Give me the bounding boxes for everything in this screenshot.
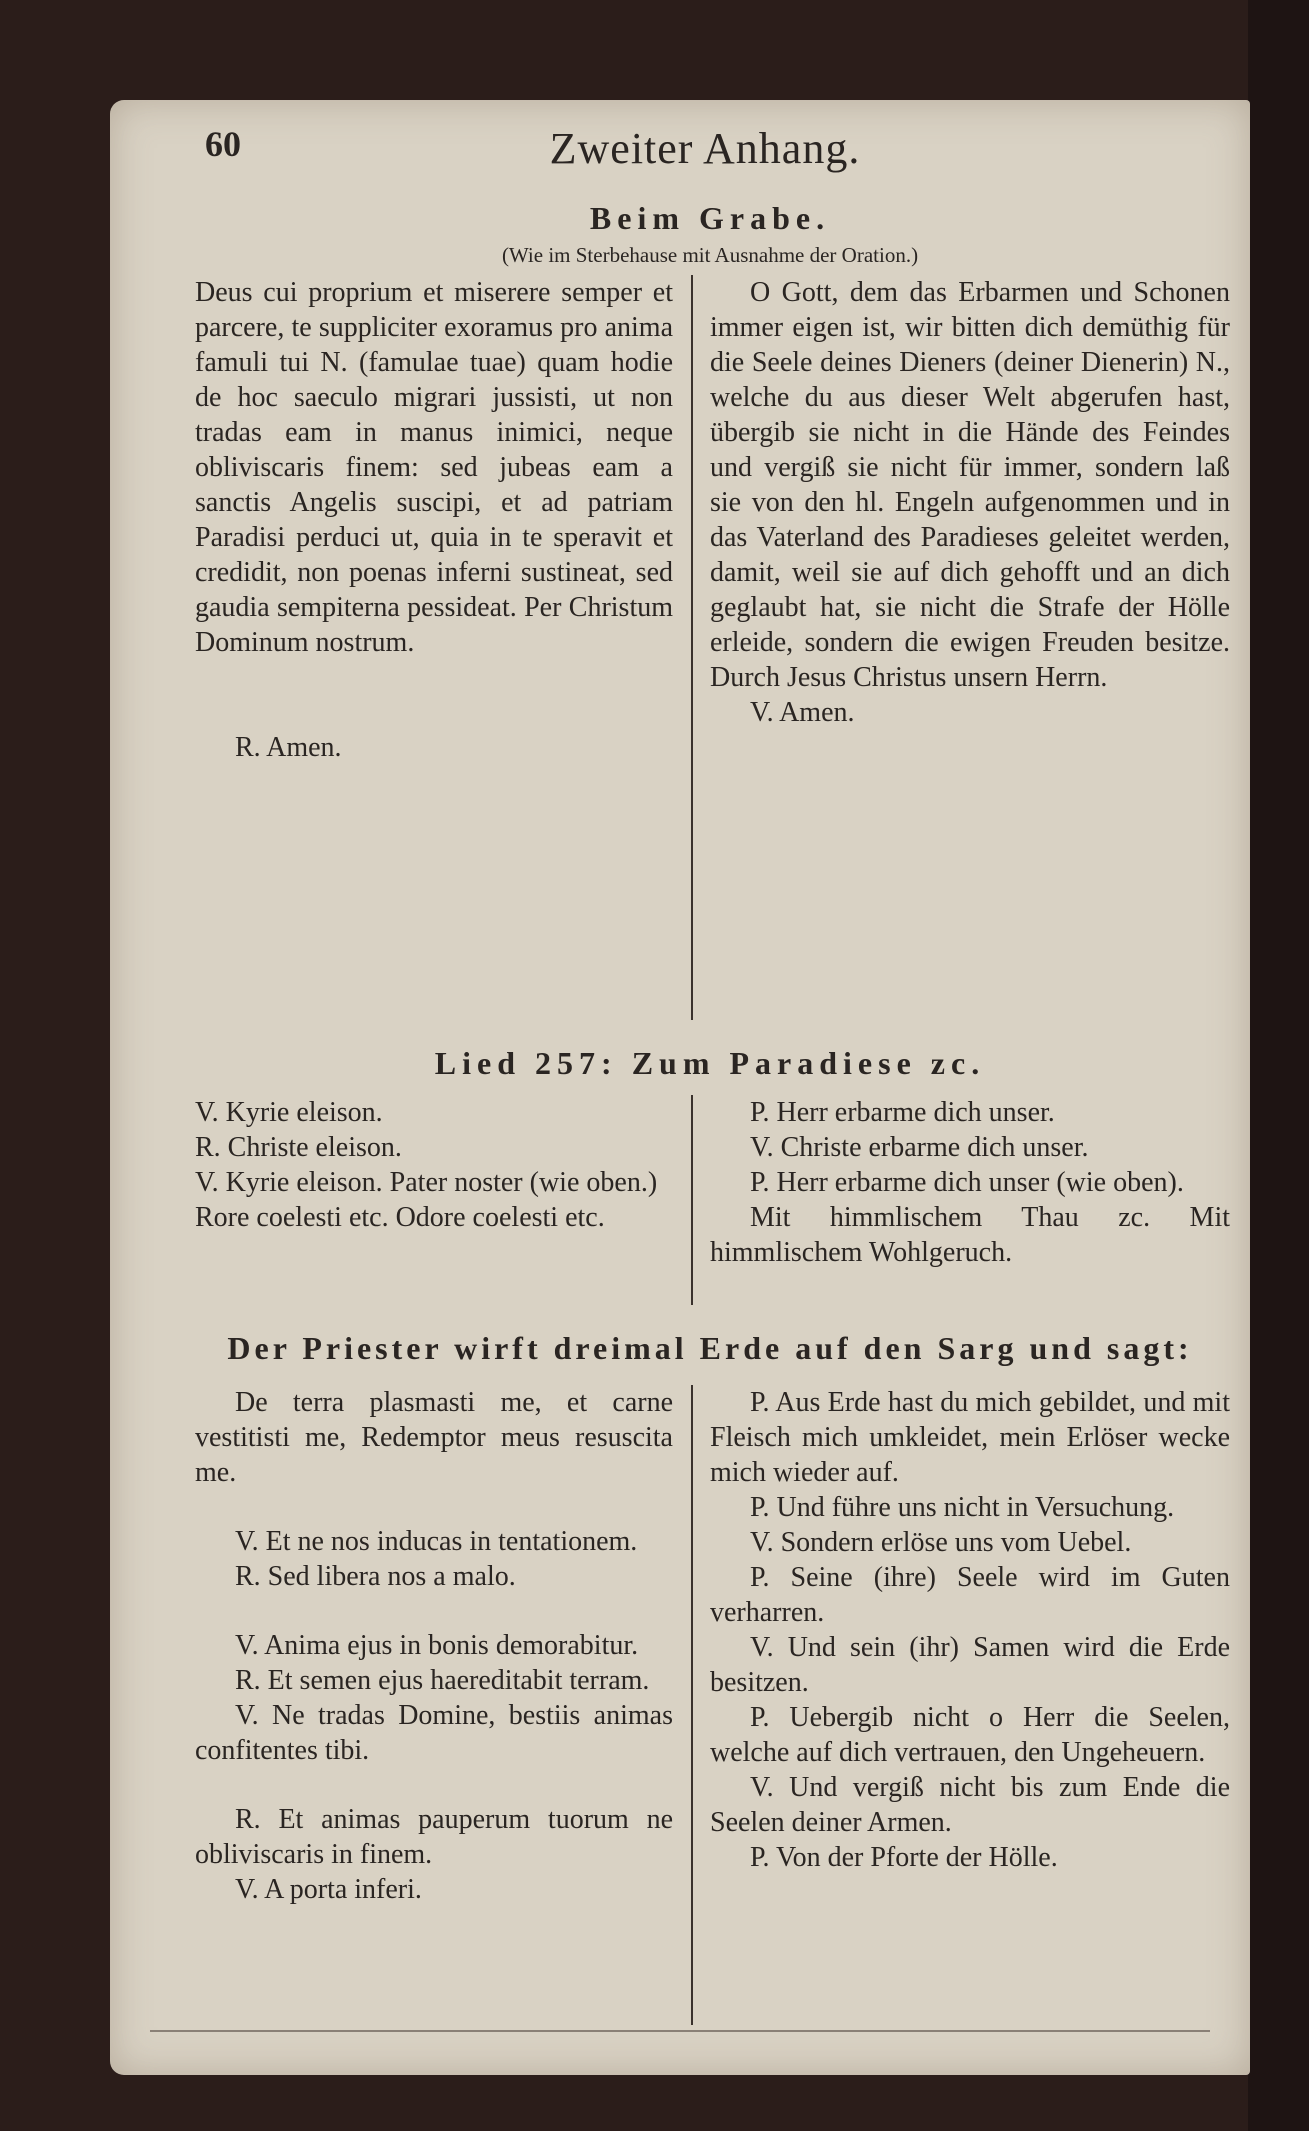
book-page: [110, 100, 1250, 2075]
latin-line: De terra plasmasti me, et carne vestitisti me, Redemptor meus resuscita me.: [195, 1387, 673, 1488]
running-title: Zweiter Anhang.: [549, 124, 861, 173]
german-line: V. Christe erbarme dich unser.: [750, 1132, 1089, 1163]
bottom-rule: [150, 2030, 1210, 2032]
latin-line: R. Et semen ejus haereditabit terram.: [235, 1665, 650, 1696]
german-line: P. Aus Erde hast du mich gebildet, und mit Fleisch mich umkleidet, mein Erlöser wecke mich wieder auf.: [710, 1387, 1230, 1488]
german-line: Mit himmlischem Thau zc. Mit himmlischem Wohlgeruch.: [710, 1202, 1230, 1268]
column-divider: [691, 1385, 693, 2025]
hymn-block: [195, 1095, 1230, 1305]
german-line: P. Von der Pforte der Hölle.: [750, 1842, 1058, 1873]
latin-column: [195, 275, 673, 765]
latin-prayer: Deus cui proprium et miserere semper et parcere, te suppliciter exoramus pro anima famuli tui N. (famulae tuae) quam hodie de hoc saeculo migrari jussisti, ut non tradas eam in manus inimici, neque obliviscaris finem: sed jubeas eam a sanctis Angelis suscipi, et ad patriam Paradisi perduci ut, quia in te speravit et credidit, non poenas inferni sustineat, sed gaudia sempiterna pessideat. Per Christum Dominum nostrum.: [195, 277, 673, 658]
german-line: P. Herr erbarme dich unser.: [750, 1097, 1055, 1128]
latin-line: V. A porta inferi.: [235, 1874, 422, 1905]
latin-column: [195, 1095, 673, 1235]
section-heading-earth: Der Priester wirft dreimal Erde auf den Sarg und sagt:: [227, 1330, 1193, 1366]
german-column: [710, 275, 1230, 730]
german-prayer: O Gott, dem das Erbarmen und Schonen immer eigen ist, wir bitten dich demüthig für die Seele deines Dieners (deiner Dienerin) N., welche du aus dieser Welt abgerufen hast, übergib sie nicht in die Hände des Feindes und vergiß sie nicht für immer, sondern laß sie von den hl. Engeln aufgenommen und in das Vaterland des Paradieses geleitet werden, damit, weil sie auf dich gehofft und an dich geglaubt hat, sie nicht die Strafe der Hölle erleide, sondern die ewigen Freuden besitze. Durch Jesus Christus unsern Herrn.: [710, 277, 1230, 693]
german-line: V. Sondern erlöse uns vom Uebel.: [750, 1527, 1132, 1558]
book-binding: [1248, 0, 1309, 2131]
german-column: [710, 1095, 1230, 1270]
earth-block: [195, 1385, 1230, 2025]
latin-line: R. Et animas pauperum tuorum ne obliviscaris in finem.: [195, 1804, 673, 1870]
column-divider: [691, 275, 693, 1020]
latin-response: R. Amen.: [235, 732, 342, 763]
burial-prayer-block: [195, 275, 1230, 1020]
german-response: V. Amen.: [750, 697, 855, 728]
german-line: P. Und führe uns nicht in Versuchung.: [750, 1492, 1175, 1523]
page-number: 60: [205, 124, 241, 164]
german-line: P. Uebergib nicht o Herr die Seelen, welche auf dich vertrauen, den Ungeheuern.: [710, 1702, 1230, 1768]
column-divider: [691, 1095, 693, 1305]
latin-column: [195, 1385, 673, 1907]
german-line: V. Und sein (ihr) Samen wird die Erde besitzen.: [710, 1632, 1230, 1698]
page-header: [205, 123, 1205, 183]
section-heading-hymn: Lied 257: Zum Paradiese zc.: [434, 1045, 986, 1081]
latin-line: R. Sed libera nos a malo.: [235, 1561, 516, 1592]
latin-line: V. Anima ejus in bonis demorabitur.: [235, 1630, 639, 1661]
latin-line: V. Et ne nos inducas in tentationem.: [235, 1526, 638, 1557]
german-line: P. Herr erbarme dich unser (wie oben).: [750, 1167, 1184, 1198]
german-column: [710, 1385, 1230, 1875]
latin-line: Rore coelesti etc. Odore coelesti etc.: [195, 1202, 605, 1233]
latin-line: V. Kyrie eleison. Pater noster (wie oben.): [195, 1167, 658, 1198]
section-note: (Wie im Sterbehause mit Ausnahme der Oration.): [501, 243, 919, 267]
german-line: P. Seine (ihre) Seele wird im Guten verharren.: [710, 1562, 1230, 1628]
latin-line: R. Christe eleison.: [195, 1132, 402, 1163]
latin-line: V. Kyrie eleison.: [195, 1097, 383, 1128]
section-heading-burial: Beim Grabe.: [589, 200, 831, 236]
german-line: V. Und vergiß nicht bis zum Ende die Seelen deiner Armen.: [710, 1772, 1230, 1838]
latin-line: V. Ne tradas Domine, bestiis animas confitentes tibi.: [195, 1700, 673, 1766]
